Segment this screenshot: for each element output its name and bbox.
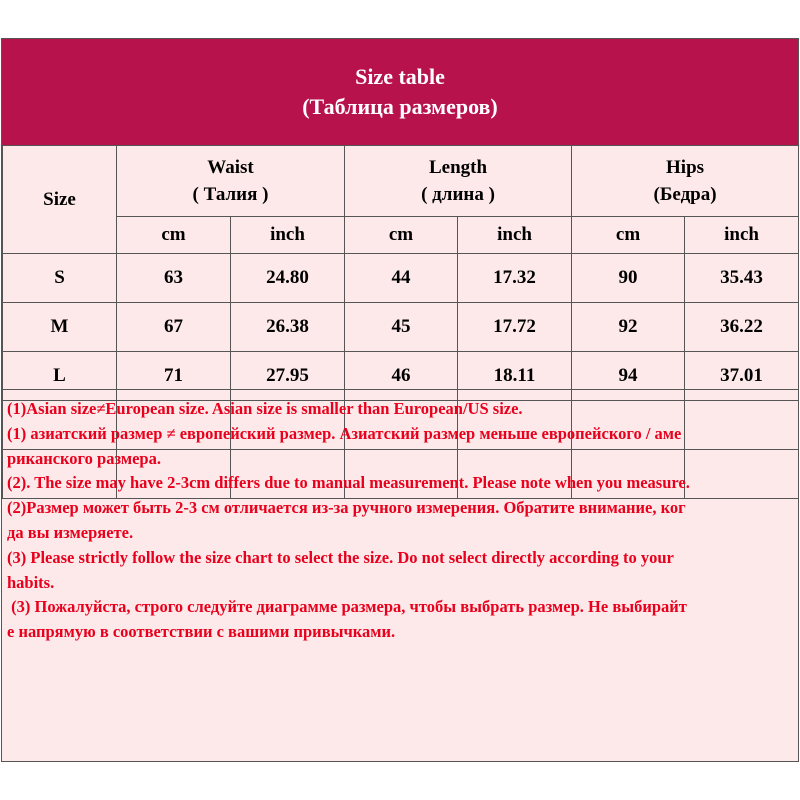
note-line: риканского размера. (7, 448, 161, 468)
unit-cell: cm (117, 217, 231, 254)
group-sub: (Бедра) (653, 184, 717, 205)
value-cell: 17.72 (458, 303, 572, 352)
note-line: (2)Размер может быть 2-3 см отличается из-за ручного измерения. Обратите внимание, ког (7, 498, 686, 518)
value-cell: 35.43 (685, 254, 799, 303)
note-line: (1) азиатский размер ≠ европейский размер. Азиатский размер меньше европейского / аме (7, 423, 682, 443)
value-cell: 18.11 (458, 352, 572, 401)
note-line: (3) Пожалуйста, строго следуйте диаграмме размера, чтобы выбрать размер. Не выбирайт (7, 597, 687, 617)
value-cell: 36.22 (685, 303, 799, 352)
value-cell: 92 (572, 303, 685, 352)
value-cell: 71 (117, 352, 231, 401)
value-cell: 94 (572, 352, 685, 401)
unit-header-row (3, 217, 799, 254)
size-cell: S (3, 254, 117, 303)
size-chart (1, 38, 799, 762)
header-subtitle: (Таблица размеров) (302, 94, 498, 119)
unit-cell: inch (458, 217, 572, 254)
value-cell: 17.32 (458, 254, 572, 303)
note-line: да вы измеряете. (7, 522, 134, 542)
notes-section (2, 389, 798, 761)
note-line: (3) Please strictly follow the size chart to select the size. Do not select directly according to your (7, 547, 674, 567)
value-cell: 63 (117, 254, 231, 303)
note-line: (1)Asian size≠European size. Asian size is smaller than European/US size. (7, 399, 523, 418)
size-cell: L (3, 352, 117, 401)
value-cell: 37.01 (685, 352, 799, 401)
value-cell: 44 (345, 254, 458, 303)
group-sub: ( Талия ) (192, 184, 269, 205)
unit-cell: inch (685, 217, 799, 254)
value-cell: 24.80 (231, 254, 345, 303)
group-header-row (3, 146, 799, 217)
table-header (2, 39, 798, 145)
value-cell: 46 (345, 352, 458, 401)
group-name: Waist (207, 157, 254, 178)
group-header-length (345, 146, 572, 217)
table-row (3, 303, 799, 352)
value-cell: 90 (572, 254, 685, 303)
value-cell: 45 (345, 303, 458, 352)
value-cell: 26.38 (231, 303, 345, 352)
group-sub: ( длина ) (421, 184, 495, 205)
note-line: е напрямую в соответствии с вашими привычками. (7, 622, 396, 642)
unit-cell: cm (345, 217, 458, 254)
note-line: habits. (7, 572, 55, 592)
group-name: Hips (666, 157, 705, 178)
table-row (3, 254, 799, 303)
note-line: (2). The size may have 2-3cm differs due to manual measurement. Please note when you measure. (7, 473, 690, 493)
group-header-waist (117, 146, 345, 217)
header-title: Size table (355, 64, 445, 89)
size-column-header: Size (3, 146, 117, 254)
group-header-hips (572, 146, 799, 217)
unit-cell: cm (572, 217, 685, 254)
value-cell: 27.95 (231, 352, 345, 401)
group-name: Length (428, 157, 488, 178)
unit-cell: inch (231, 217, 345, 254)
size-cell: M (3, 303, 117, 352)
value-cell: 67 (117, 303, 231, 352)
